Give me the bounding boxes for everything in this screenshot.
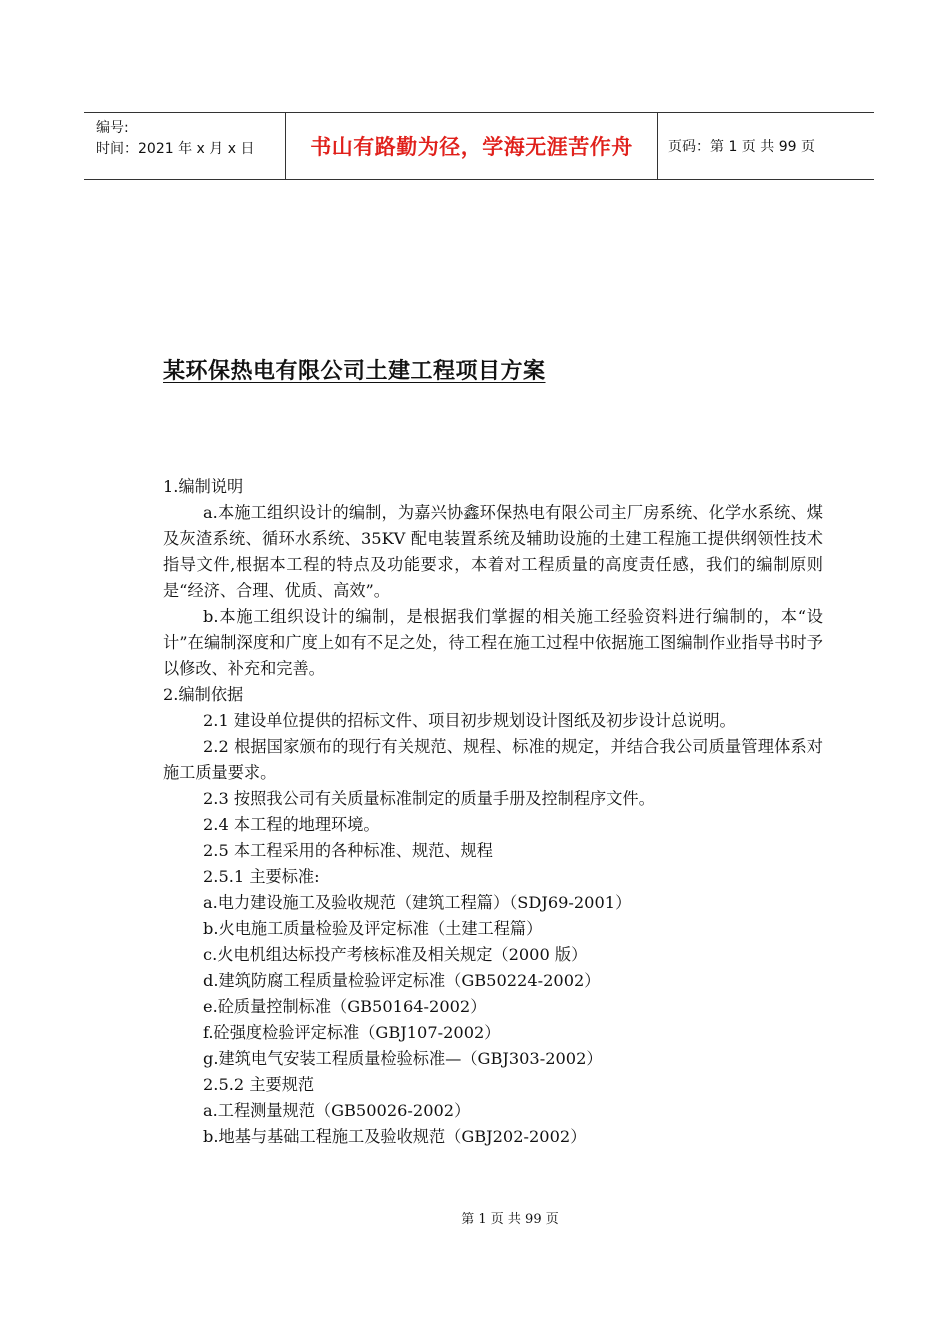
header-page-cell: [658, 113, 874, 179]
list-item: b.火电施工质量检验及评定标准（土建工程篇）: [203, 919, 543, 938]
list-item: g.建筑电气安装工程质量检验标准—（GBJ303-2002）: [203, 1049, 603, 1068]
header-meta-cell: [84, 113, 286, 179]
header-motto-cell: [286, 113, 658, 179]
paragraph: b.本施工组织设计的编制，是根据我们掌握的相关施工经验资料进行编制的，本“设计”在编制深度和广度上如有不足之处，待工程在施工过程中依据施工图编制作业指导书时予以修改、补充和完善。: [163, 607, 823, 678]
serial-label: 编号:: [96, 120, 129, 136]
list-item: 2.3 按照我公司有关质量标准制定的质量手册及控制程序文件。: [203, 789, 655, 808]
list-item: a.工程测量规范（GB50026-2002）: [203, 1101, 471, 1120]
paragraph: a.本施工组织设计的编制，为嘉兴协鑫环保热电有限公司主厂房系统、化学水系统、煤及灰渣系统、循环水系统、35KV 配电装置系统及辅助设施的土建工程施工提供纲领性技术指导文件,根据本工程的特点及功能要求，本着对工程质量的高度责任感，我们的编制原则是“经济、合理、优质、高效”。: [163, 503, 823, 600]
list-item: a.电力建设施工及验收规范（建筑工程篇）（SDJ69-2001）: [203, 893, 632, 912]
list-item: e.砼质量控制标准（GB50164-2002）: [203, 997, 487, 1016]
paragraph: 2.2 根据国家颁布的现行有关规范、规程、标准的规定，并结合我公司质量管理体系对施工质量要求。: [163, 737, 823, 782]
list-item: 2.5.2 主要规范: [203, 1075, 315, 1094]
section-heading: 2.编制依据: [163, 685, 244, 704]
paragraph: 2.1 建设单位提供的招标文件、项目初步规划设计图纸及初步设计总说明。: [203, 711, 736, 730]
list-item: 2.5.1 主要标准:: [203, 867, 320, 886]
page-footer: 第 1 页 共 99 页: [461, 1212, 559, 1227]
motto-text: 书山有路勤为径，学海无涯苦作舟: [310, 135, 633, 159]
list-item: c.火电机组达标投产考核标准及相关规定（2000 版）: [203, 945, 588, 964]
list-item: d.建筑防腐工程质量检验评定标准（GB50224-2002）: [203, 971, 601, 990]
header-table: [84, 112, 874, 180]
list-item: 2.5 本工程采用的各种标准、规范、规程: [203, 841, 493, 860]
document-title: 某环保热电有限公司土建工程项目方案: [163, 359, 546, 384]
document-body: [163, 474, 823, 1150]
section-heading: 1.编制说明: [163, 477, 244, 496]
page-code: 页码：第 1 页 共 99 页: [668, 139, 815, 155]
time-label: 时间：2021 年 x 月 x 日: [96, 141, 255, 157]
list-item: f.砼强度检验评定标准（GBJ107-2002）: [203, 1023, 501, 1042]
list-item: b.地基与基础工程施工及验收规范（GBJ202-2002）: [203, 1127, 587, 1146]
list-item: 2.4 本工程的地理环境。: [203, 815, 380, 834]
